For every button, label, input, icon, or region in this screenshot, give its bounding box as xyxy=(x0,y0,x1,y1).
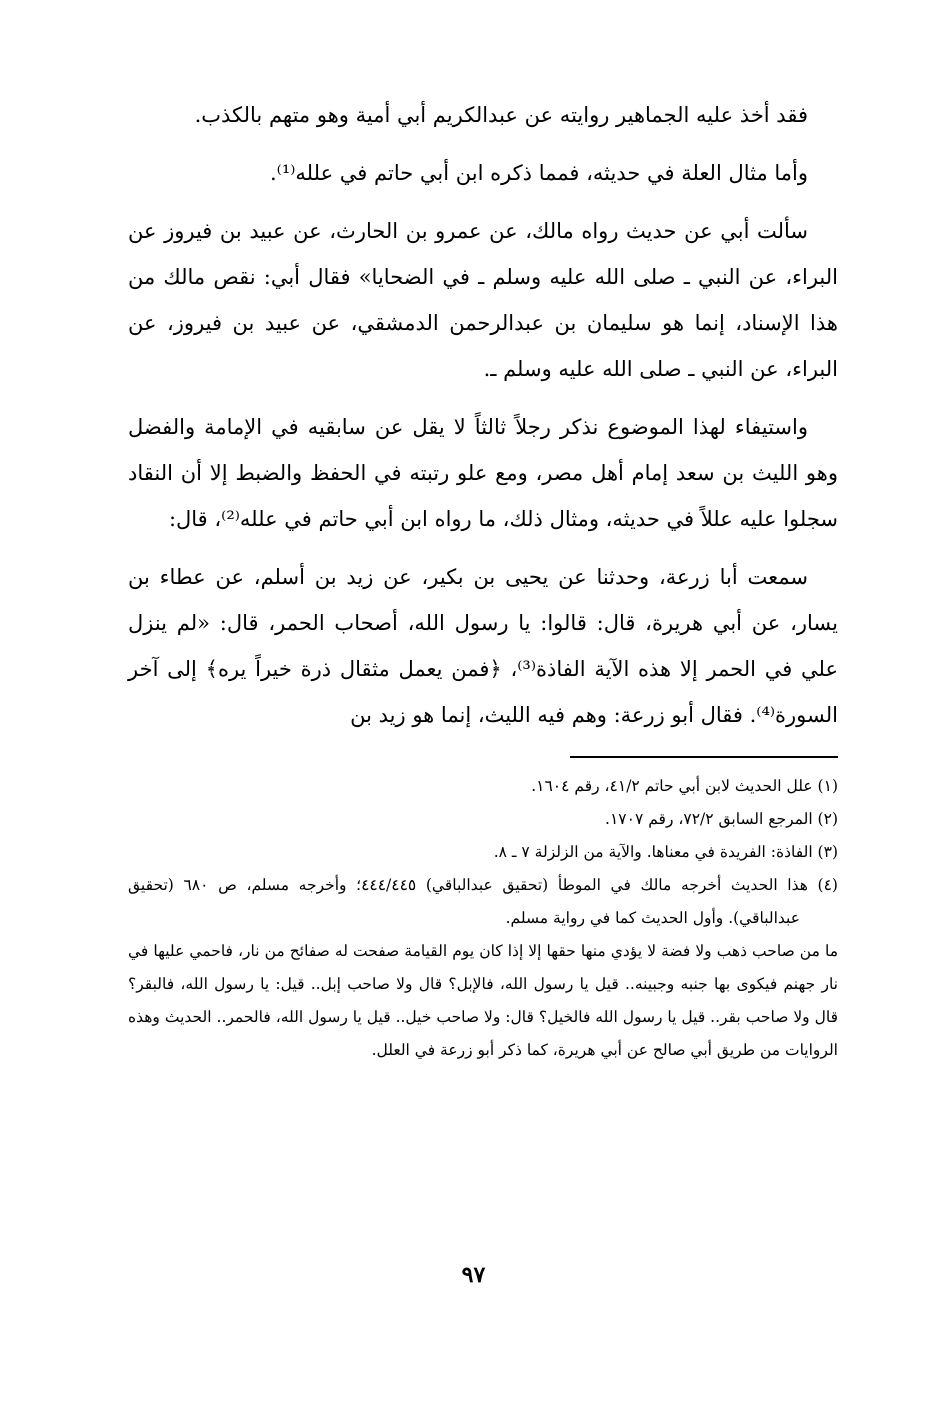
footnotes xyxy=(128,770,838,1067)
footnote-separator xyxy=(570,756,838,758)
footnote-2: (٢) المرجع السابق ٧٢/٢، رقم ١٧٠٧. xyxy=(605,810,838,828)
paragraph-5: سمعت أبا زرعة، وحدثنا عن يحيى بن بكير، عن زيد بن أسلم، عن عطاء بن يسار، عن أبي هريرة، قال: قالوا: يا رسول الله، أصحاب الحمر، قال: «لم ينزل علي في الحمر إلا هذه الآية الفاذة⁽³⁾، ﴿فمن يعمل مثقال ذرة خيراً يره﴾ إلى آخر السورة⁽⁴⁾. فقال أبو زرعة: وهم فيه الليث، إنما هو زيد بن xyxy=(128,565,838,727)
page-body xyxy=(128,92,838,1067)
footnote-4: (٤) هذا الحديث أخرجه مالك في الموطأ (تحقيق عبدالباقي) ٤٤٤/٤٤٥؛ وأخرجه مسلم، ص ٦٨٠ (تحقيق عبدالباقي). وأول الحديث كما في رواية مسلم. xyxy=(128,876,838,927)
footnote-3: (٣) الفاذة: الفريدة في معناها. والآية من الزلزلة ٧ ـ ٨. xyxy=(493,843,838,861)
paragraph-4: واستيفاء لهذا الموضوع نذكر رجلاً ثالثاً لا يقل عن سابقيه في الإمامة والفضل وهو الليث بن سعد إمام أهل مصر، ومع علو رتبته في الحفظ والضبط إلا أن النقاد سجلوا عليه عللاً في حديثه، ومثال ذلك، ما رواه ابن أبي حاتم في علله⁽²⁾، قال: xyxy=(128,415,838,531)
page-number: ٩٧ xyxy=(461,1262,486,1288)
footnote-1: (١) علل الحديث لابن أبي حاتم ٤١/٢، رقم ١٦٠٤. xyxy=(531,777,838,795)
paragraph-2: وأما مثال العلة في حديثه، فمما ذكره ابن أبي حاتم في علله⁽¹⁾. xyxy=(270,161,808,185)
paragraph-1: فقد أخذ عليه الجماهير روايته عن عبدالكريم أبي أمية وهو متهم بالكذب. xyxy=(194,103,808,127)
footnote-4-quote: ما من صاحب ذهب ولا فضة لا يؤدي منها حقها إلا إذا كان يوم القيامة صفحت له صفائح من نار، فاحمي عليها في نار جهنم فيكوى بها جنبه وجبينه.. قيل يا رسول الله، فالإبل؟ قال ولا صاحب إبل.. قيل: يا رسول الله، فالبقر؟ قال ولا صاحب بقر.. قيل يا رسول الله فالخيل؟ قال: ولا صاحب خيل.. قيل يا رسول الله، فالحمر.. الحديث وهذه الروايات من طريق أبي صالح عن أبي هريرة، كما ذكر أبو زرعة في العلل. xyxy=(128,942,838,1059)
paragraph-3: سألت أبي عن حديث رواه مالك، عن عمرو بن الحارث، عن عبيد بن فيروز عن البراء، عن النبي ـ صلى الله عليه وسلم ـ في الضحايا» فقال أبي: نقص مالك من هذا الإسناد، إنما هو سليمان بن عبدالرحمن الدمشقي، عن عبيد بن فيروز، عن البراء، عن النبي ـ صلى الله عليه وسلم ـ. xyxy=(128,219,838,381)
